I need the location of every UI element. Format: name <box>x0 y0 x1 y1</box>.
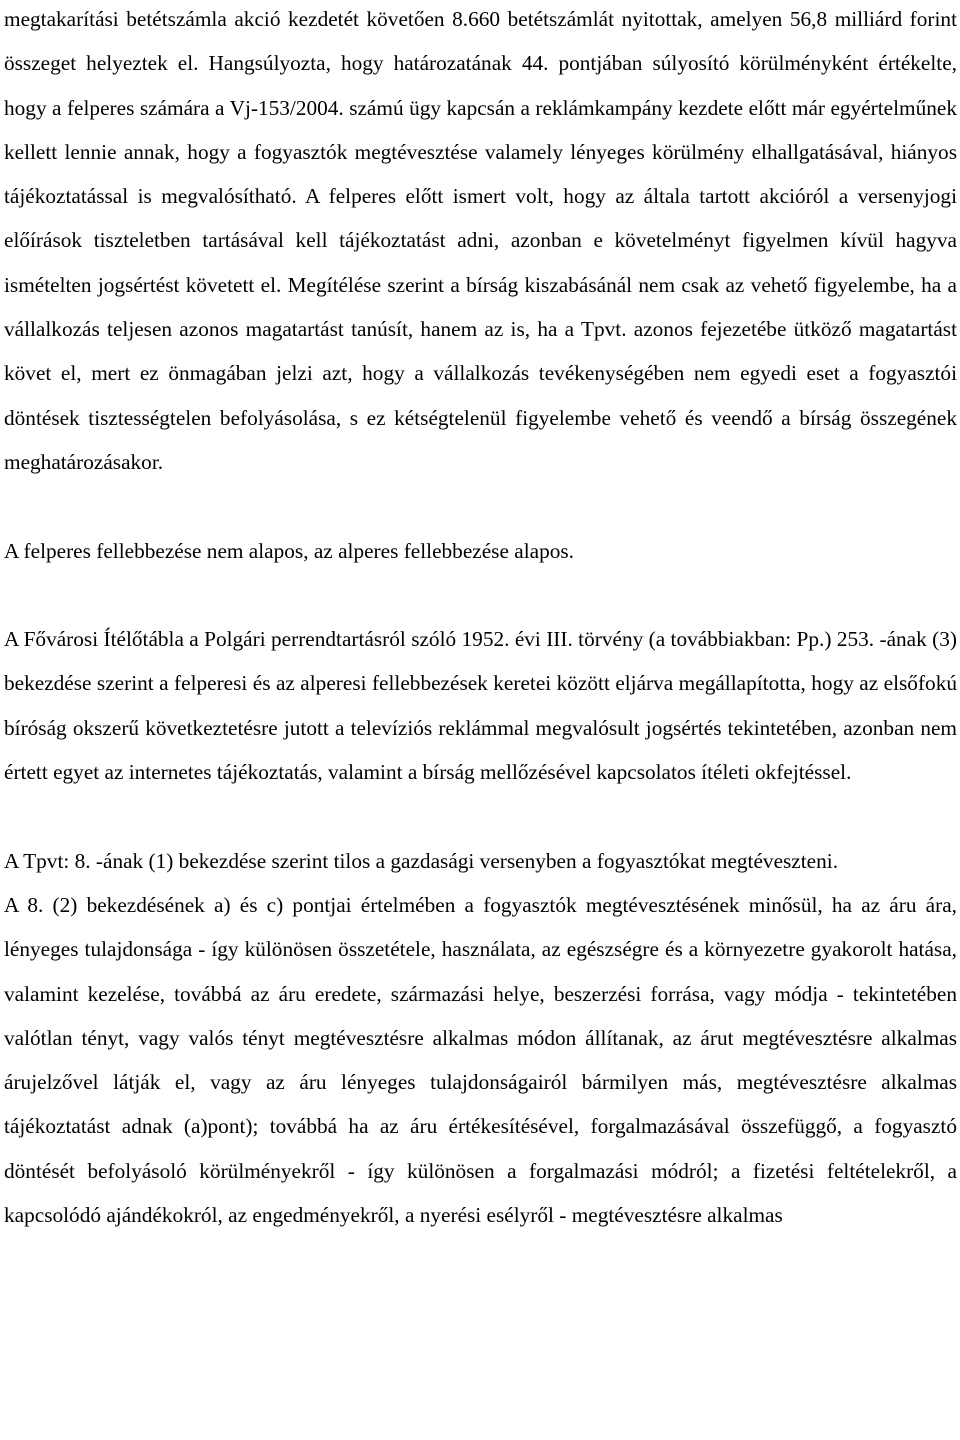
paragraph-tpvt-8-2: A 8. (2) bekezdésének a) és c) pontjai értelmében a fogyasztók megtévesztésének minősül, ha az áru ára, lényeges tulajdonsága - így különösen összetétele, használata, az egészségre és a környezetre gyakorolt hatása, valamint kezelése, továbbá az áru eredete, származási helye, beszerzési forrása, vagy módja - tekintetében valótlan tényt, vagy valós tényt megtévesztésre alkalmas módon állítanak, az árut megtévesztésre alkalmas árujelzővel látják el, vagy az áru lényeges tulajdonságairól bármilyen más, megtévesztésre alkalmas tájékoztatást adnak (a)pont); továbbá ha az áru értékesítésével, forgalmazásával összefüggő, a fogyasztó döntését befolyásoló körülményekről - így különösen a forgalmazási módról; a fizetési feltételekről, a kapcsolódó ajándékokról, az engedményekről, a nyerési esélyről - megtévesztésre alkalmas <box>4 892 957 1228</box>
paragraph-gap <box>4 794 957 838</box>
paragraph-court-finding: A Fővárosi Ítélőtábla a Polgári perrendtartásról szóló 1952. évi III. törvény (a továbbiakban: Pp.) 253. -ának (3) bekezdése szerint a felperesi és az alperesi fellebbezések keretei között eljárva megállapította, hogy az elsőfokú bíróság okszerű következtetésre jutott a televíziós reklámmal megvalósult jogsértés tekintetében, azonban nem értett egyet az internetes tájékoztatás, valamint a bírság mellőzésével kapcsolatos ítéleti okfejtéssel. <box>4 627 957 785</box>
paragraph-gap <box>4 573 957 617</box>
paragraph-reasoning: megtakarítási betétszámla akció kezdetét követően 8.660 betétszámlát nyitottak, amelyen 56,8 milliárd forint összeget helyeztek el. Hangsúlyozta, hogy határozatának 44. pontjában súlyosító körülményként értékelte, hogy a felperes számára a Vj-153/2004. számú ügy kapcsán a reklámkampány kezdete előtt már egyértelműnek kellett lennie annak, hogy a fogyasztók megtévesztése valamely lényeges körülmény elhallgatásával, hiányos tájékoztatással is megvalósítható. A felperes előtt ismert volt, hogy az általa tartott akcióról a versenyjogi előírások tiszteletben tartásával kell tájékoztatást adni, azonban e követelményt figyelmen kívül hagyva ismételten jogsértést követett el. Megítélése szerint a bírság kiszabásánál nem csak az vehető figyelembe, ha a vállalkozás teljesen azonos magatartást tanúsít, hanem az is, ha a Tpvt. azonos fejezetébe ütköző magatartást követ el, mert ez önmagában jelzi azt, hogy a vállalkozás tevékenységében nem egyedi eset a fogyasztói döntések tisztességtelen befolyásolása, s ez kétségtelenül figyelembe vehető és veendő a bírság összegének meghatározásakor. <box>4 7 957 474</box>
document-page <box>4 0 957 1237</box>
paragraph-gap <box>4 484 957 528</box>
paragraph-appeal-verdict: A felperes fellebbezése nem alapos, az alperes fellebbezése alapos. <box>4 538 574 563</box>
paragraph-tpvt-8-1: A Tpvt: 8. -ának (1) bekezdése szerint tilos a gazdasági versenyben a fogyasztókat megtéveszteni. <box>4 848 839 873</box>
